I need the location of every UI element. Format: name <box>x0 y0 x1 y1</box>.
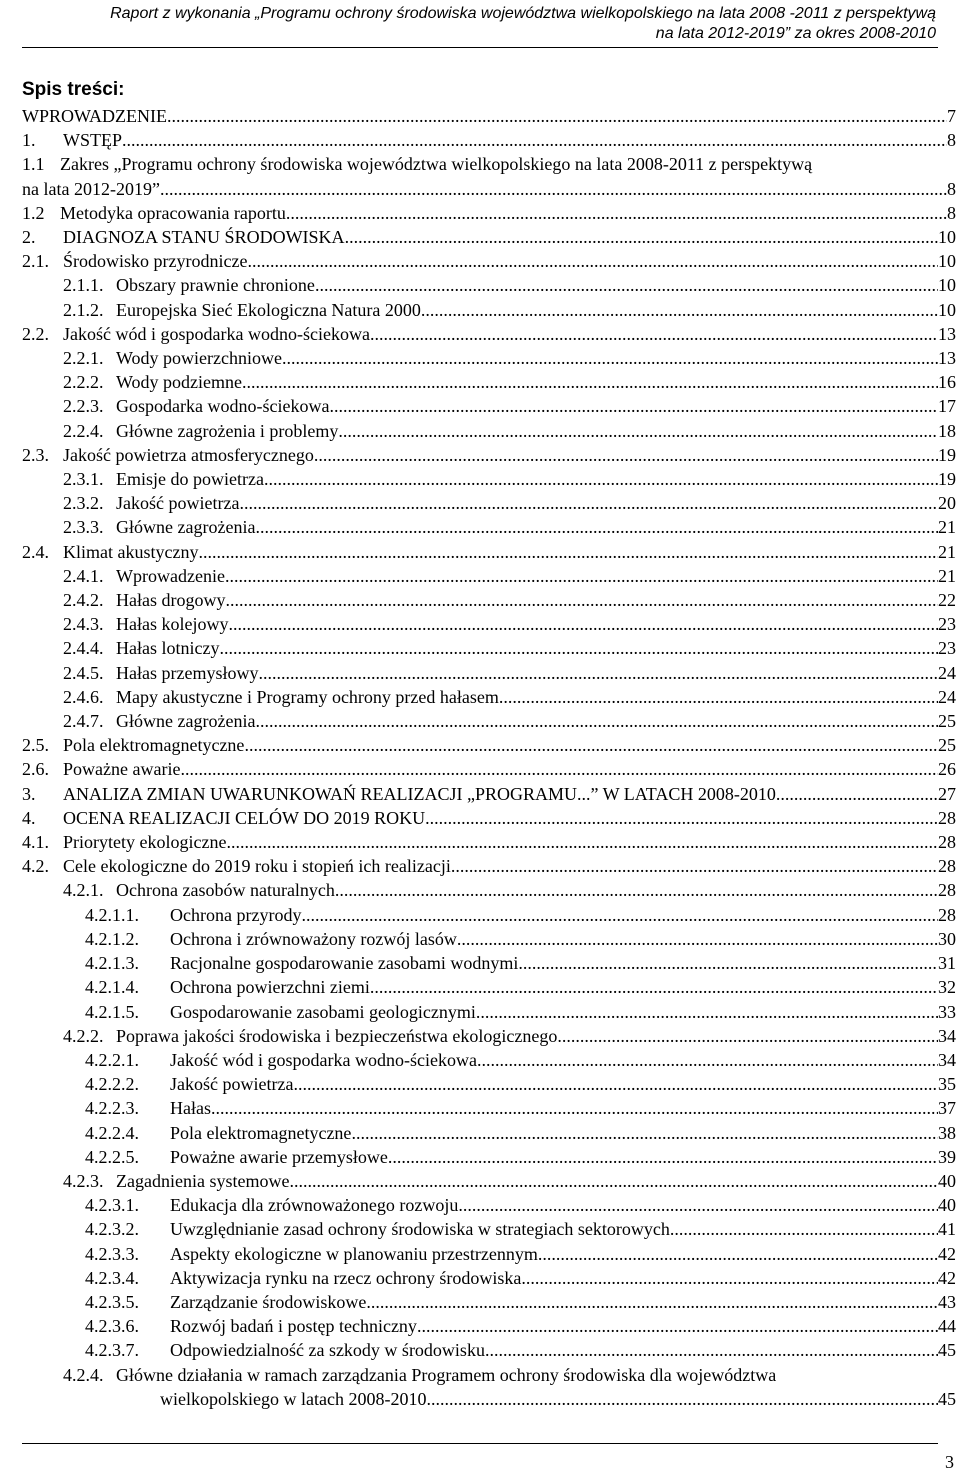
toc-entry-page: 10 <box>938 251 956 272</box>
toc-entry-page: 25 <box>938 711 956 732</box>
toc-entry-title: Hałas lotniczy <box>116 638 220 659</box>
toc-entry <box>22 443 956 467</box>
toc-entry-page: 8 <box>947 202 956 223</box>
toc-entry-page: 28 <box>938 807 956 828</box>
toc-entry-title: Hałas kolejowy <box>116 614 229 635</box>
toc-entry-title: Hałas drogowy <box>116 590 226 611</box>
toc-entry <box>22 322 956 346</box>
toc-entry <box>22 709 956 733</box>
dot-leader <box>499 685 938 709</box>
dot-leader <box>370 322 938 346</box>
dot-leader <box>239 491 938 515</box>
toc-entry-page: 35 <box>938 1074 956 1095</box>
toc-entry-page: 42 <box>938 1267 956 1288</box>
toc-entry-title: Jakość wód i gospodarka wodno-ściekowa <box>63 323 370 344</box>
dot-leader <box>258 661 938 685</box>
toc-entry-page: 24 <box>938 686 956 707</box>
toc-entry-number: 2.3.1. <box>63 469 104 490</box>
toc-entry-number: 4.2.1.5. <box>85 1001 139 1022</box>
toc-entry <box>22 273 956 297</box>
dot-leader <box>338 419 938 443</box>
toc-entry <box>22 1266 956 1290</box>
toc-entry-title: Poważne awarie <box>63 759 181 780</box>
toc-entry-page: 8 <box>947 130 956 151</box>
toc-entry-title: Pola elektromagnetyczne <box>63 735 245 756</box>
toc-entry <box>22 1338 956 1362</box>
toc-entry-title: na lata 2012-2019” <box>22 178 160 199</box>
toc-entry-page: 21 <box>938 517 956 538</box>
toc-entry-number: 4.2.2.3. <box>85 1098 139 1119</box>
toc-entry-page: 10 <box>938 227 956 247</box>
toc-entry <box>22 1314 956 1338</box>
toc-entry <box>22 636 956 660</box>
table-of-contents <box>22 104 956 1411</box>
toc-entry <box>22 564 956 588</box>
toc-entry-page: 8 <box>947 178 956 199</box>
toc-entry-page: 44 <box>938 1316 956 1337</box>
toc-entry-number: 2.2.2. <box>63 372 104 393</box>
toc-entry-number: 4.2.1.3. <box>85 953 139 974</box>
toc-title: Spis treści: <box>22 79 125 100</box>
toc-entry-number: 4.2.2. <box>63 1025 104 1046</box>
dot-leader <box>122 128 947 152</box>
toc-entry-page: 21 <box>938 541 956 562</box>
toc-entry-number: 4.2.4. <box>63 1364 104 1385</box>
toc-entry-number: 2.2.3. <box>63 396 104 417</box>
dot-leader <box>242 370 938 394</box>
toc-entry <box>22 830 956 854</box>
toc-entry <box>22 1193 956 1217</box>
toc-entry-page: 23 <box>938 638 956 659</box>
dot-leader <box>417 1314 938 1338</box>
toc-entry-title: Uwzględnianie zasad ochrony środowiska w strategiach sektorowych <box>170 1219 670 1240</box>
toc-entry-title: Zakres „Programu ochrony środowiska województwa wielkopolskiego na lata 2008-2011 z perspektywą <box>60 154 813 175</box>
toc-entry-number: 4.2.2.5. <box>85 1146 139 1167</box>
toc-entry <box>22 951 956 975</box>
toc-entry-number: 4.2.3.4. <box>85 1267 139 1288</box>
dot-leader <box>226 830 938 854</box>
dot-leader <box>228 612 938 636</box>
dot-leader <box>557 1024 938 1048</box>
toc-entry <box>22 854 956 878</box>
toc-entry-number: 3. <box>22 783 36 804</box>
toc-entry <box>22 394 956 418</box>
dot-leader <box>477 1048 938 1072</box>
toc-entry-page: 41 <box>938 1219 956 1240</box>
dot-leader <box>225 588 938 612</box>
toc-entry-page: 27 <box>938 783 956 804</box>
toc-entry-title: Pola elektromagnetyczne <box>170 1122 352 1143</box>
dot-leader <box>538 1242 938 1266</box>
toc-entry-page: 19 <box>938 469 956 490</box>
toc-entry-title: Priorytety ekologiczne <box>63 832 227 853</box>
toc-entry <box>22 1242 956 1266</box>
dot-leader <box>426 1387 938 1411</box>
toc-entry-title: Gospodarowanie zasobami geologicznymi <box>170 1001 476 1022</box>
toc-entry-page: 40 <box>938 1195 956 1216</box>
toc-entry-page: 23 <box>938 614 956 635</box>
toc-entry-number: 4.2.3.1. <box>85 1195 139 1216</box>
dot-leader <box>167 104 947 128</box>
toc-entry-number: 2. <box>22 227 36 247</box>
dot-leader <box>425 806 938 830</box>
toc-entry-number: 2.6. <box>22 759 49 780</box>
toc-entry-page: 34 <box>938 1049 956 1070</box>
toc-entry-page: 22 <box>938 590 956 611</box>
toc-entry <box>22 927 956 951</box>
toc-entry <box>22 298 956 322</box>
toc-entry-title: Główne zagrożenia <box>116 711 256 732</box>
footer-divider <box>22 1443 938 1444</box>
toc-entry <box>22 201 956 225</box>
dot-leader <box>388 1145 938 1169</box>
dot-leader <box>286 201 947 225</box>
toc-entry <box>22 975 956 999</box>
toc-entry <box>22 346 956 370</box>
toc-entry-number: 2.2. <box>22 323 49 344</box>
toc-entry-number: 4.2.3. <box>63 1170 104 1191</box>
toc-entry <box>22 1217 956 1241</box>
toc-entry-page: 43 <box>938 1291 956 1312</box>
dot-leader <box>244 733 938 757</box>
dot-leader <box>301 903 938 927</box>
toc-entry-page: 28 <box>938 856 956 877</box>
dot-leader <box>329 394 938 418</box>
toc-entry-title: ANALIZA ZMIAN UWARUNKOWAŃ REALIZACJI „PROGRAMU...” W LATACH 2008-2010 <box>63 783 776 804</box>
toc-entry-title: WPROWADZENIE <box>22 106 167 126</box>
toc-entry-page: 33 <box>938 1001 956 1022</box>
dot-leader <box>293 1072 938 1096</box>
toc-entry <box>22 1145 956 1169</box>
toc-entry-page: 13 <box>938 323 956 344</box>
toc-entry <box>22 1048 956 1072</box>
toc-entry <box>22 152 956 200</box>
toc-entry <box>22 491 956 515</box>
toc-entry-number: 4.2.2.2. <box>85 1074 139 1095</box>
toc-entry-title: Metodyka opracowania raportu <box>60 202 286 223</box>
toc-entry-number: 1.1 <box>22 154 45 175</box>
toc-entry-title: Obszary prawnie chronione <box>116 275 315 296</box>
toc-entry-title: Europejska Sieć Ekologiczna Natura 2000 <box>116 299 421 320</box>
toc-entry-title: Wody podziemne <box>116 372 243 393</box>
toc-entry-number: 4.2.3.7. <box>85 1340 139 1361</box>
dot-leader <box>366 1290 938 1314</box>
toc-entry <box>22 467 956 491</box>
toc-entry-title: OCENA REALIZACJI CELÓW DO 2019 ROKU <box>63 807 426 828</box>
toc-entry <box>22 903 956 927</box>
toc-entry-title: wielkopolskiego w latach 2008-2010 <box>160 1388 427 1409</box>
toc-entry-number: 2.2.1. <box>63 348 104 369</box>
toc-entry <box>22 1000 956 1024</box>
dot-leader <box>255 515 938 539</box>
toc-entry-number: 2.1.1. <box>63 275 104 296</box>
toc-entry-number: 4.2.2.4. <box>85 1122 139 1143</box>
toc-entry-page: 13 <box>938 348 956 369</box>
toc-entry-title: Główne zagrożenia i problemy <box>116 420 339 441</box>
toc-entry-page: 28 <box>938 880 956 901</box>
toc-entry-number: 2.4.5. <box>63 662 104 683</box>
toc-entry <box>22 515 956 539</box>
toc-entry-number: 4.2.1.2. <box>85 928 139 949</box>
dot-leader <box>370 975 938 999</box>
dot-leader <box>345 225 938 249</box>
toc-entry-title: Główne zagrożenia <box>116 517 256 538</box>
dot-leader <box>457 927 938 951</box>
dot-leader <box>314 443 938 467</box>
toc-entry-page: 10 <box>938 275 956 296</box>
toc-entry <box>22 782 956 806</box>
toc-entry-page: 25 <box>938 735 956 756</box>
toc-entry-title: Jakość powietrza <box>116 493 240 514</box>
toc-entry <box>22 1169 956 1193</box>
toc-entry <box>22 104 956 128</box>
toc-entry-page: 31 <box>938 953 956 974</box>
dot-leader <box>476 1000 938 1024</box>
toc-entry-title: Rozwój badań i postęp techniczny <box>170 1316 417 1337</box>
toc-entry <box>22 1121 956 1145</box>
toc-entry <box>22 249 956 273</box>
dot-leader <box>458 1193 938 1217</box>
toc-entry <box>22 612 956 636</box>
toc-entry-page: 26 <box>938 759 956 780</box>
toc-entry-title: Środowisko przyrodnicze <box>63 251 248 272</box>
dot-leader <box>776 782 938 806</box>
toc-entry-number: 2.4.7. <box>63 711 104 732</box>
toc-entry-title: Odpowiedzialność za szkody w środowisku <box>170 1340 485 1361</box>
dot-leader <box>289 1169 938 1193</box>
toc-entry-title: Poprawa jakości środowiska i bezpieczeństwa ekologicznego <box>116 1025 558 1046</box>
toc-entry-title: Hałas przemysłowy <box>116 662 259 683</box>
toc-entry-number: 2.3. <box>22 444 49 465</box>
toc-entry <box>22 661 956 685</box>
toc-entry-page: 10 <box>938 299 956 320</box>
toc-entry-page: 28 <box>938 904 956 925</box>
header-divider <box>22 47 938 48</box>
toc-entry <box>22 878 956 902</box>
toc-entry <box>22 540 956 564</box>
toc-entry-title: Główne działania w ramach zarządzania Programem ochrony środowiska dla województwa <box>116 1364 777 1385</box>
toc-entry-page: 21 <box>938 565 956 586</box>
dot-leader <box>315 273 938 297</box>
toc-entry-title: Zagadnienia systemowe <box>116 1170 290 1191</box>
toc-entry-title: Zarządzanie środowiskowe <box>170 1291 367 1312</box>
dot-leader <box>451 854 938 878</box>
toc-entry <box>22 225 956 249</box>
toc-entry-number: 2.5. <box>22 735 49 756</box>
running-header <box>6 4 936 44</box>
toc-entry-title: Ochrona i zrównoważony rozwój lasów <box>170 928 457 949</box>
toc-entry-number: 4.1. <box>22 832 49 853</box>
toc-entry-title: Edukacja dla zrównoważonego rozwoju <box>170 1195 459 1216</box>
dot-leader <box>247 249 938 273</box>
page-number: 3 <box>945 1452 954 1472</box>
toc-entry-title: Emisje do powietrza <box>116 469 264 490</box>
dot-leader <box>518 951 938 975</box>
toc-entry-page: 40 <box>938 1170 956 1191</box>
toc-entry-title: Aktywizacja rynku na rzecz ochrony środowiska <box>170 1267 522 1288</box>
dot-leader <box>160 177 947 201</box>
toc-entry-page: 34 <box>938 1025 956 1046</box>
toc-entry-page: 16 <box>938 372 956 393</box>
dot-leader <box>335 878 938 902</box>
toc-entry-number: 2.1.2. <box>63 299 104 320</box>
toc-entry <box>22 419 956 443</box>
toc-entry-title: Jakość powietrza <box>170 1074 294 1095</box>
toc-entry-title: Ochrona powierzchni ziemi <box>170 977 370 998</box>
toc-entry-number: 4. <box>22 807 36 828</box>
dot-leader <box>180 757 938 781</box>
toc-entry-number: 2.4.6. <box>63 686 104 707</box>
toc-entry <box>22 128 956 152</box>
toc-entry-page: 19 <box>938 444 956 465</box>
toc-entry <box>22 806 956 830</box>
toc-entry-page: 45 <box>938 1388 956 1409</box>
dot-leader <box>255 709 938 733</box>
toc-entry-page: 18 <box>938 420 956 441</box>
toc-entry <box>22 588 956 612</box>
toc-entry-title: Cele ekologiczne do 2019 roku i stopień ich realizacji <box>63 856 451 877</box>
toc-entry-number: 2.4.1. <box>63 565 104 586</box>
toc-entry-title: Poważne awarie przemysłowe <box>170 1146 388 1167</box>
toc-entry-page: 45 <box>938 1340 956 1361</box>
dot-leader <box>282 346 938 370</box>
toc-entry-title: Racjonalne gospodarowanie zasobami wodnymi <box>170 953 519 974</box>
toc-entry-title: Ochrona przyrody <box>170 904 302 925</box>
toc-entry-page: 32 <box>938 977 956 998</box>
toc-entry <box>22 733 956 757</box>
dot-leader <box>198 540 938 564</box>
toc-entry-title: Ochrona zasobów naturalnych <box>116 880 335 901</box>
toc-entry-title: Jakość wód i gospodarka wodno-ściekowa <box>170 1049 477 1070</box>
toc-entry-page: 39 <box>938 1146 956 1167</box>
toc-entry-number: 4.2.3.3. <box>85 1243 139 1264</box>
toc-entry-number: 1.2 <box>22 202 45 223</box>
toc-entry-number: 4.2. <box>22 856 49 877</box>
toc-entry <box>22 1024 956 1048</box>
toc-entry-number: 4.2.3.6. <box>85 1316 139 1337</box>
toc-entry <box>22 1096 956 1120</box>
toc-entry <box>22 1290 956 1314</box>
dot-leader <box>421 298 938 322</box>
toc-entry-page: 37 <box>938 1098 956 1119</box>
toc-entry-page: 20 <box>938 493 956 514</box>
toc-entry-number: 2.4.4. <box>63 638 104 659</box>
dot-leader <box>485 1338 938 1362</box>
dot-leader <box>351 1121 938 1145</box>
toc-entry-page: 17 <box>938 396 956 417</box>
toc-entry-number: 2.2.4. <box>63 420 104 441</box>
toc-entry-title: DIAGNOZA STANU ŚRODOWISKA <box>63 227 345 247</box>
dot-leader <box>521 1266 938 1290</box>
toc-entry-number: 4.2.2.1. <box>85 1049 139 1070</box>
toc-entry-page: 30 <box>938 928 956 949</box>
toc-entry <box>22 1072 956 1096</box>
toc-entry-number: 4.2.1.4. <box>85 977 139 998</box>
toc-entry-number: 2.4.3. <box>63 614 104 635</box>
toc-entry-number: 4.2.1.1. <box>85 904 139 925</box>
header-line-1: Raport z wykonania „Programu ochrony środowiska województwa wielkopolskiego na lata 2008 -2011 z perspektywą <box>110 5 936 22</box>
toc-entry-number: 2.4. <box>22 541 49 562</box>
toc-entry-page: 42 <box>938 1243 956 1264</box>
toc-entry-title: Aspekty ekologiczne w planowaniu przestrzennym <box>170 1243 538 1264</box>
toc-entry-number: 4.2.3.2. <box>85 1219 139 1240</box>
toc-entry-number: 1. <box>22 130 36 151</box>
toc-entry <box>22 370 956 394</box>
toc-entry-title: Gospodarka wodno-ściekowa <box>116 396 330 417</box>
toc-entry-title: Wprowadzenie <box>116 565 225 586</box>
dot-leader <box>219 636 938 660</box>
header-line-2: na lata 2012-2019” za okres 2008-2010 <box>655 25 936 42</box>
toc-entry-title: Hałas <box>170 1098 211 1119</box>
toc-entry-page: 24 <box>938 662 956 683</box>
toc-entry-page: 28 <box>938 832 956 853</box>
toc-entry-page: 38 <box>938 1122 956 1143</box>
toc-entry-number: 4.2.1. <box>63 880 104 901</box>
toc-entry-number: 2.1. <box>22 251 49 272</box>
dot-leader <box>211 1096 938 1120</box>
toc-entry <box>22 1363 956 1411</box>
dot-leader <box>225 564 938 588</box>
dot-leader <box>264 467 938 491</box>
toc-entry-number: 2.4.2. <box>63 590 104 611</box>
toc-entry-title: Mapy akustyczne i Programy ochrony przed hałasem <box>116 686 499 707</box>
toc-entry-page: 7 <box>947 106 956 126</box>
toc-entry-title: WSTĘP <box>63 130 123 151</box>
toc-entry <box>22 757 956 781</box>
toc-entry-number: 4.2.3.5. <box>85 1291 139 1312</box>
toc-entry-title: Wody powierzchniowe <box>116 348 282 369</box>
toc-entry-title: Jakość powietrza atmosferycznego <box>63 444 314 465</box>
toc-entry-title: Klimat akustyczny <box>63 541 199 562</box>
toc-entry-number: 2.3.3. <box>63 517 104 538</box>
dot-leader <box>670 1217 938 1241</box>
toc-entry <box>22 685 956 709</box>
toc-entry-number: 2.3.2. <box>63 493 104 514</box>
